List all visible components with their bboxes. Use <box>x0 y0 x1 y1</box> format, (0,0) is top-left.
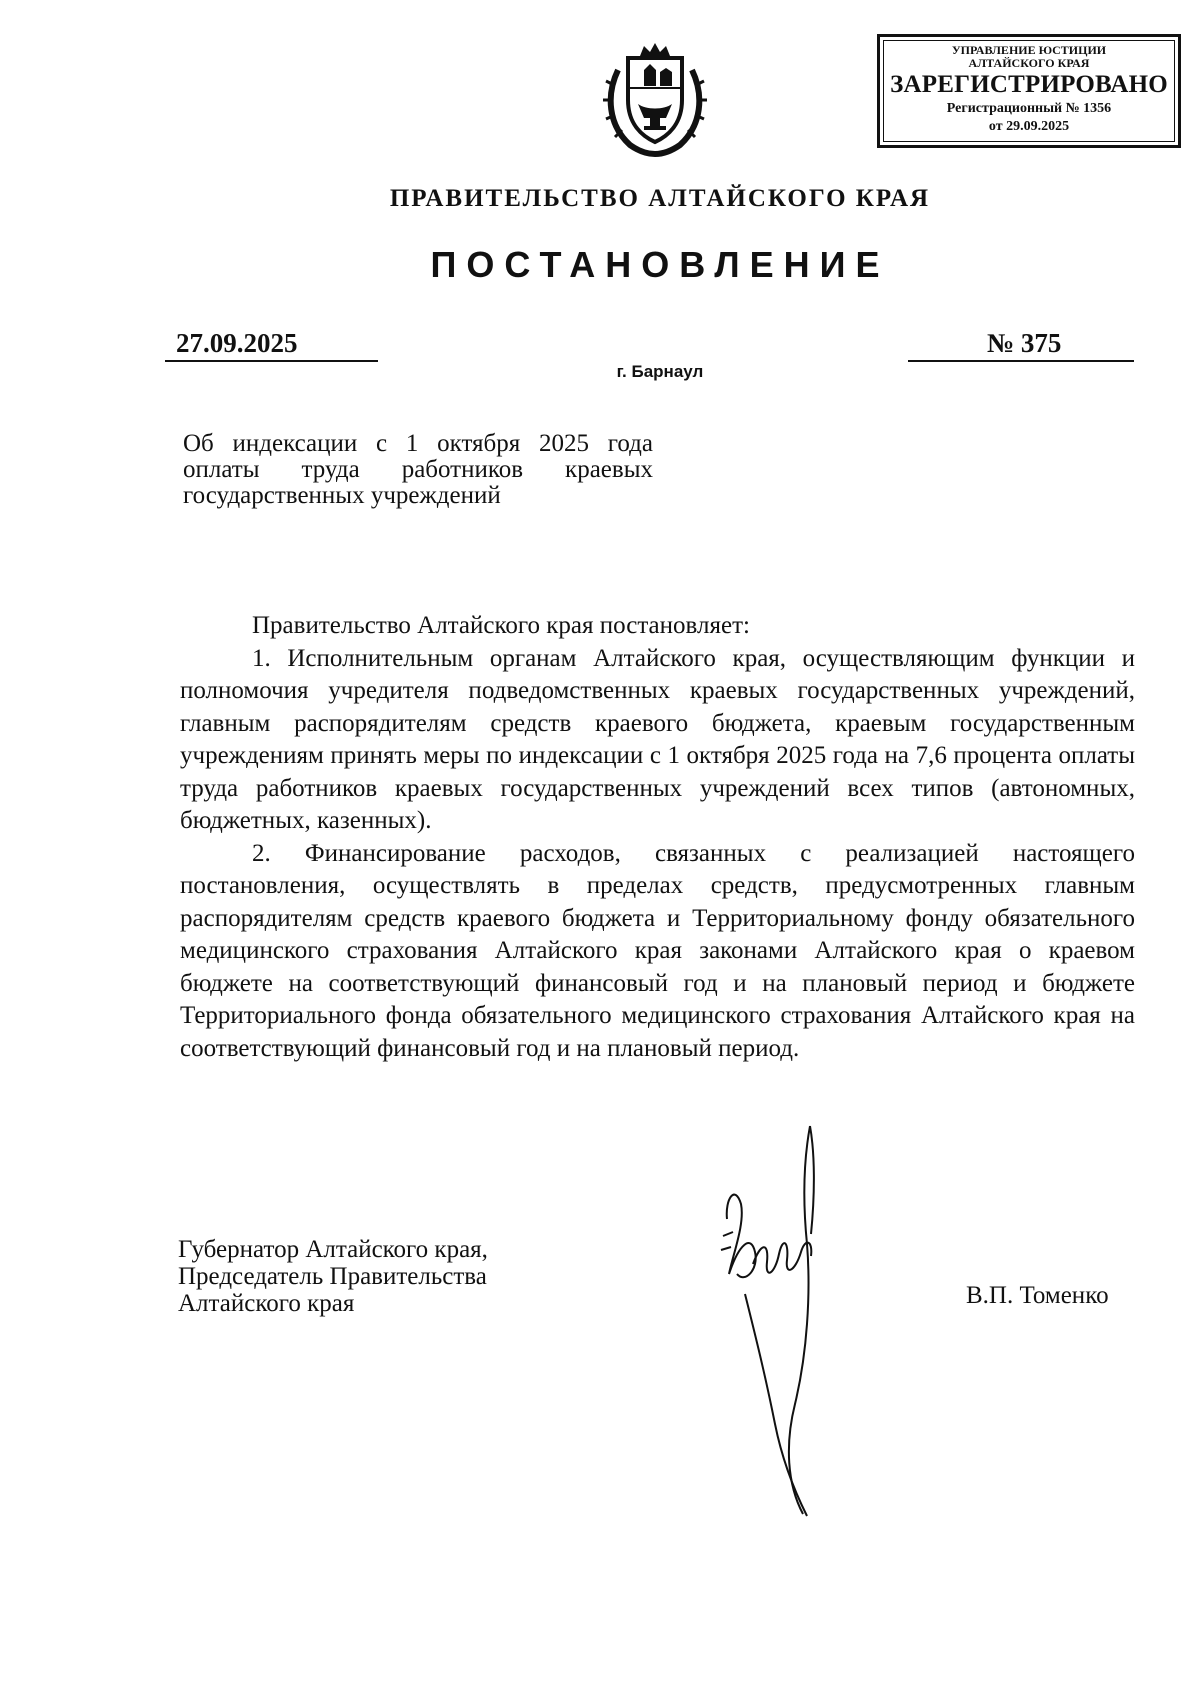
document-type: ПОСТАНОВЛЕНИЕ <box>430 244 890 285</box>
handwritten-signature <box>715 1124 885 1524</box>
stamp-title: ЗАРЕГИСТРИРОВАНО <box>890 71 1168 98</box>
stamp-region: АЛТАЙСКОГО КРАЯ <box>968 56 1090 70</box>
government-title: ПРАВИТЕЛЬСТВО АЛТАЙСКОГО КРАЯ <box>389 185 931 212</box>
role-line: Губернатор Алтайского края, <box>178 1236 488 1263</box>
subject-line: государственных учреждений <box>183 482 501 509</box>
role-line: Алтайского края <box>178 1290 355 1317</box>
signer-name: В.П. Томенко <box>966 1282 1109 1309</box>
role-line: Председатель Правительства <box>178 1263 487 1290</box>
stamp-date: от 29.09.2025 <box>988 119 1070 134</box>
subject-line: оплаты труда работников краевых <box>183 456 653 483</box>
stamp-authority: УПРАВЛЕНИЕ ЮСТИЦИИ <box>951 43 1107 57</box>
body-item-1: 1. Исполнительным органам Алтайского края, осуществляющим функции и полномочия учредителя подведомственных краевых государственных учреждений, главным распорядителям средств краевого бюджета, краевым государственным учреждениям принять меры по индексации с 1 октября 2025 года на 7,6 процента оплаты труда работников краевых государственных учреждений всех типов (автономных, бюджетных, казенных). <box>180 644 1135 834</box>
body-item-2: 2. Финансирование расходов, связанных с реализацией настоящего постановления, осуществлять в пределах средств, предусмотренных главным распорядителям средств краевого бюджета и Территориальному фонду обязательного медицинского страхования Алтайского края законами Алтайского края о краевом бюджете на соответствующий финансовый год и на плановый период и бюджете Территориального фонда обязательного медицинского страхования Алтайского края на соответствующий финансовый год и на плановый период. <box>180 839 1135 1062</box>
city: г. Барнаул <box>616 362 704 381</box>
document-body <box>180 610 1135 1065</box>
document-subject <box>183 431 653 509</box>
registration-stamp <box>877 34 1181 148</box>
document-number: № 375 <box>987 328 1062 358</box>
stamp-registration-number: Регистрационный № 1356 <box>946 101 1112 116</box>
signatory-role <box>178 1236 488 1317</box>
coat-of-arms-icon <box>600 40 710 160</box>
document-date: 27.09.2025 <box>176 328 298 358</box>
body-intro: Правительство Алтайского края постановляет: <box>252 612 750 639</box>
subject-line: Об индексации с 1 октября 2025 года <box>183 430 653 457</box>
